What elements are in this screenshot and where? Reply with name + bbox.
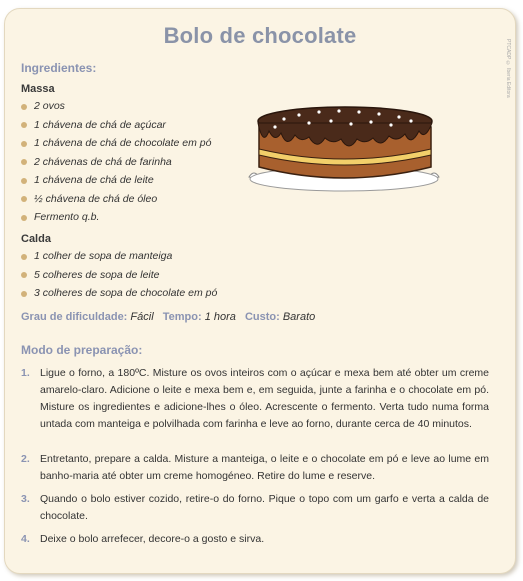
image-credit: PTCADP © Iberia Editora: [505, 39, 511, 98]
cost-label: Custo:: [244, 311, 280, 323]
list-item: 1 colher de sopa de manteiga: [21, 247, 217, 266]
calda-label: Calda: [21, 233, 51, 245]
massa-list: [21, 97, 211, 227]
list-item: Fermento q.b.: [21, 208, 211, 227]
list-item: 2 ovos: [21, 97, 211, 116]
step-item: 3. Quando o bolo estiver cozido, retire-o do forno. Pique o topo com um garfo e verta a calda de chocolate.: [21, 493, 489, 522]
time-value: 1 hora: [204, 311, 236, 323]
list-item: 1 chávena de chá de chocolate em pó: [21, 134, 211, 153]
recipe-title: Bolo de chocolate: [163, 23, 357, 48]
difficulty-label: Grau de dificuldade:: [21, 311, 128, 323]
list-item: ½ chávena de chá de óleo: [21, 190, 211, 209]
calda-list: [21, 247, 217, 303]
bullet-icon: [21, 215, 27, 221]
bullet-icon: [21, 141, 27, 147]
step-item: 2. Entretanto, prepare a calda. Misture a manteiga, o leite e o chocolate em pó e leve ao lume em banho-maria até obter um creme homogéneo. Retire do lume e reserve.: [21, 453, 489, 482]
ingredients-heading: Ingredientes:: [21, 61, 97, 75]
bullet-icon: [21, 122, 27, 128]
time-label: Tempo:: [162, 311, 202, 323]
list-item: 2 chávenas de chá de farinha: [21, 153, 211, 172]
step-item: 4. Deixe o bolo arrefecer, decore-o a gosto e sirva.: [21, 533, 265, 545]
difficulty-value: Fácil: [130, 311, 154, 323]
bullet-icon: [21, 159, 27, 165]
bullet-icon: [21, 104, 27, 110]
bullet-icon: [21, 291, 27, 297]
recipe-meta: [21, 311, 321, 323]
chocolate-cake-illustration: [239, 97, 451, 197]
recipe-card: [4, 8, 516, 574]
list-item: 3 colheres de sopa de chocolate em pó: [21, 284, 217, 303]
bullet-icon: [21, 254, 27, 260]
bullet-icon: [21, 178, 27, 184]
list-item: 1 chávena de chá de açúcar: [21, 116, 211, 135]
massa-label: Massa: [21, 83, 55, 95]
cost-value: Barato: [282, 311, 316, 323]
bullet-icon: [21, 196, 27, 202]
step-item: 1. Ligue o forno, a 180ºC. Misture os ovos inteiros com o açúcar e mexa bem até obter um creme amarelo-claro. Adicione o leite e mexa bem e, em seguida, junte a farinha e o chocolate em pó. Misture os ingredientes e adicione-lhes o óleo. Acrescente o fermento. Verta tudo numa forma untada com manteiga e polvilhada com farinha e leve ao forno, durante cerca de 40 minutos.: [21, 367, 489, 430]
list-item: 5 colheres de sopa de leite: [21, 266, 217, 285]
method-heading: Modo de preparação:: [21, 343, 143, 357]
bullet-icon: [21, 272, 27, 278]
list-item: 1 chávena de chá de leite: [21, 171, 211, 190]
